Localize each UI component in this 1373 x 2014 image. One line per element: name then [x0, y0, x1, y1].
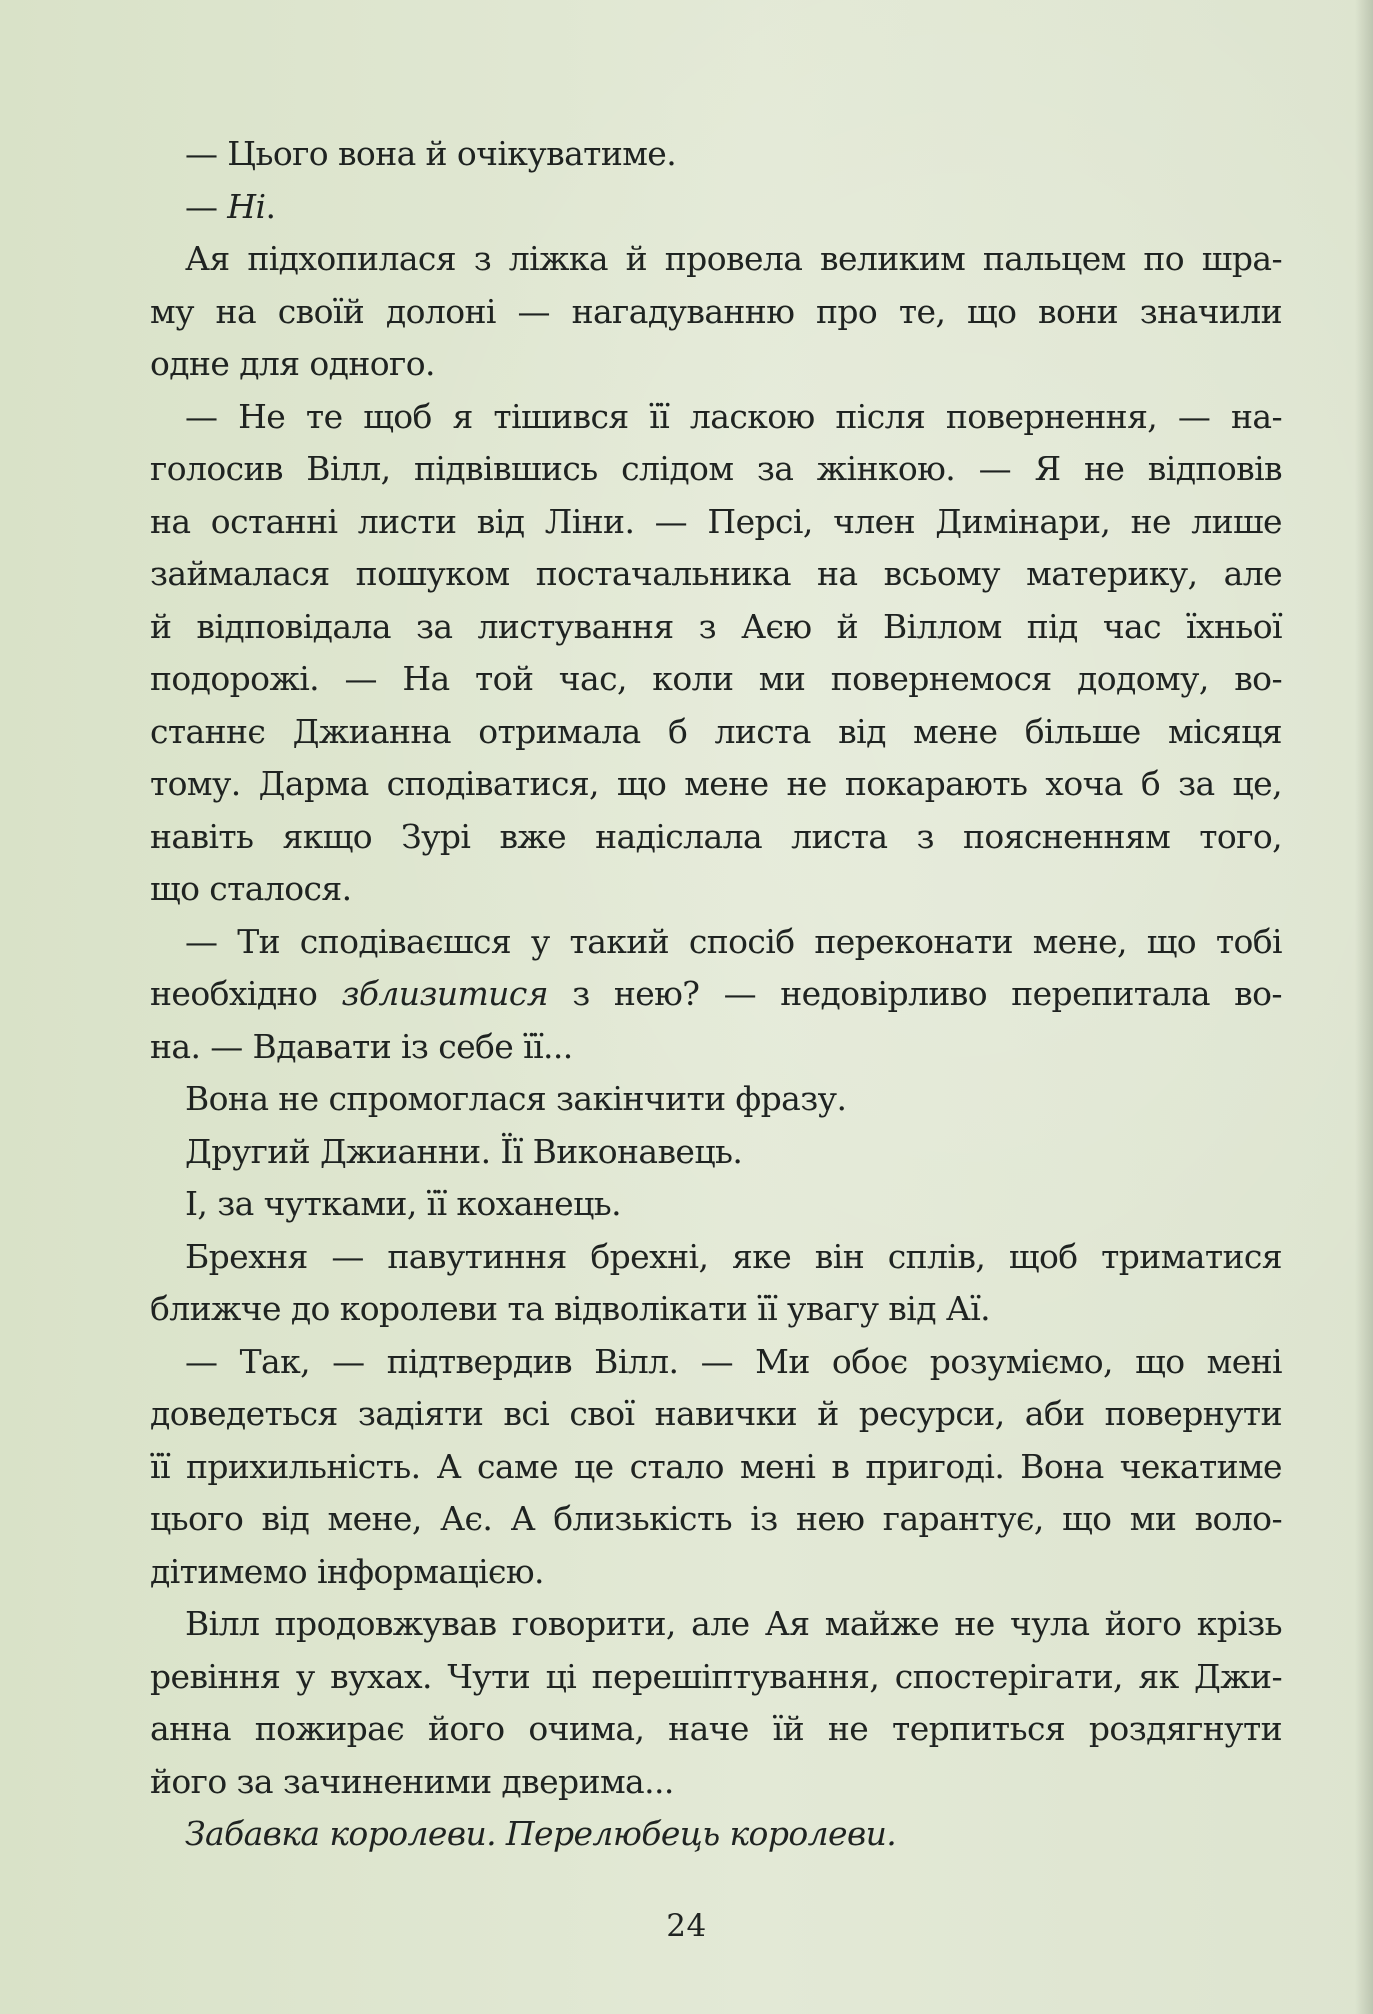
text-line	[150, 391, 1282, 444]
text-line	[150, 1546, 1282, 1599]
text-segment: подорожі. — На той час, коли ми повернемося додому, во-	[150, 659, 1282, 698]
text-segment: І, за чутками, її коханець.	[185, 1184, 621, 1223]
text-segment: Ая підхопилася з ліжка й провела великим пальцем по шра-	[185, 239, 1282, 278]
text-line	[150, 863, 1282, 916]
text-line	[150, 1178, 1282, 1231]
text-segment: — Ти сподіваєшся у такий спосіб переконати мене, що тобі	[185, 921, 1282, 961]
text-segment: займалася пошуком постачальника на всьому материку, але	[150, 554, 1282, 593]
text-segment: доведеться задіяти всі свої навички й ресурси, аби повернути	[150, 1394, 1282, 1433]
text-line	[150, 1073, 1282, 1126]
text-segment: Вілл продовжував говорити, але Ая майже не чула його крізь	[185, 1604, 1282, 1643]
text-line	[150, 1493, 1282, 1546]
text-segment: тому. Дарма сподіватися, що мене не покарають хоча б за це,	[150, 764, 1282, 803]
text-segment: Брехня — павутиння брехні, яке він сплів, щоб триматися	[185, 1236, 1282, 1276]
text-segment: — Не те щоб я тішився її ласкою після повернення, — на-	[185, 396, 1282, 436]
body-text	[150, 128, 1282, 1861]
text-line	[150, 1756, 1282, 1809]
text-line	[150, 1651, 1282, 1704]
text-line	[150, 706, 1282, 759]
text-segment: на останні листи від Ліни. — Персі, член Димінари, не лише	[150, 501, 1282, 541]
text-segment: необхідно	[150, 974, 342, 1013]
text-line	[150, 1441, 1282, 1494]
text-segment: му на своїй долоні — нагадуванню про те, що вони значили	[150, 291, 1282, 331]
text-segment: — Цього вона й очікуватиме.	[185, 134, 677, 173]
text-line	[150, 1808, 1282, 1861]
text-segment: анна пожирає його очима, наче їй не терпиться роздягнути	[150, 1709, 1282, 1748]
text-segment: —	[185, 186, 228, 226]
text-segment: голосив Вілл, підвівшись слідом за жінкою. — Я не відповів	[150, 449, 1282, 488]
text-segment: дітимемо інформацією.	[150, 1551, 544, 1591]
text-line	[150, 758, 1282, 811]
text-line	[150, 548, 1282, 601]
text-segment: Другий Джианни. Її Виконавець.	[185, 1131, 743, 1171]
text-line	[150, 1231, 1282, 1284]
text-line	[150, 181, 1282, 234]
text-line	[150, 1021, 1282, 1074]
text-line	[150, 443, 1282, 496]
page-number: 24	[666, 1908, 707, 1944]
text-line	[150, 233, 1282, 286]
text-segment: що сталося.	[150, 869, 352, 908]
text-segment: ближче до королеви та відволікати її увагу від Аї.	[150, 1289, 991, 1328]
text-segment: станнє Джианна отримала б листа від мене більше місяця	[150, 711, 1282, 751]
text-segment: його за зачиненими дверима...	[150, 1761, 674, 1801]
text-line	[150, 916, 1282, 969]
italic-text: Ні	[227, 186, 266, 226]
text-segment: одне для одного.	[150, 344, 435, 383]
text-line	[150, 1336, 1282, 1389]
text-line	[150, 128, 1282, 181]
italic-text: зблизитися	[341, 974, 548, 1013]
text-line	[150, 601, 1282, 654]
text-line	[150, 1598, 1282, 1651]
text-segment: й відповідала за листування з Аєю й Віллом під час їхньої	[150, 606, 1282, 646]
text-segment: з нею? — недовірливо перепитала во-	[547, 974, 1282, 1013]
text-line	[150, 1703, 1282, 1756]
text-line	[150, 338, 1282, 391]
italic-text: Забавка королеви. Перелюбець королеви.	[185, 1814, 897, 1853]
text-line	[150, 286, 1282, 339]
text-line	[150, 653, 1282, 706]
text-segment: на. — Вдавати із себе її...	[150, 1026, 573, 1066]
text-line	[150, 1283, 1282, 1336]
text-segment: цього від мене, Ає. А близькість із нею гарантує, що ми воло-	[150, 1499, 1282, 1538]
text-segment: навіть якщо Зурі вже надіслала листа з поясненням того,	[150, 816, 1282, 856]
text-segment: її прихильність. А саме це стало мені в пригоді. Вона чекатиме	[150, 1446, 1282, 1486]
text-line	[150, 811, 1282, 864]
text-segment: ревіння у вухах. Чути ці перешіптування, спостерігати, як Джи-	[150, 1656, 1282, 1696]
text-line	[150, 1388, 1282, 1441]
text-line	[150, 1126, 1282, 1179]
text-segment: — Так, — підтвердив Вілл. — Ми обоє розуміємо, що мені	[185, 1341, 1282, 1381]
text-segment: Вона не спромоглася закінчити фразу.	[185, 1079, 847, 1118]
text-line	[150, 968, 1282, 1021]
text-segment: .	[265, 186, 276, 226]
text-line	[150, 496, 1282, 549]
